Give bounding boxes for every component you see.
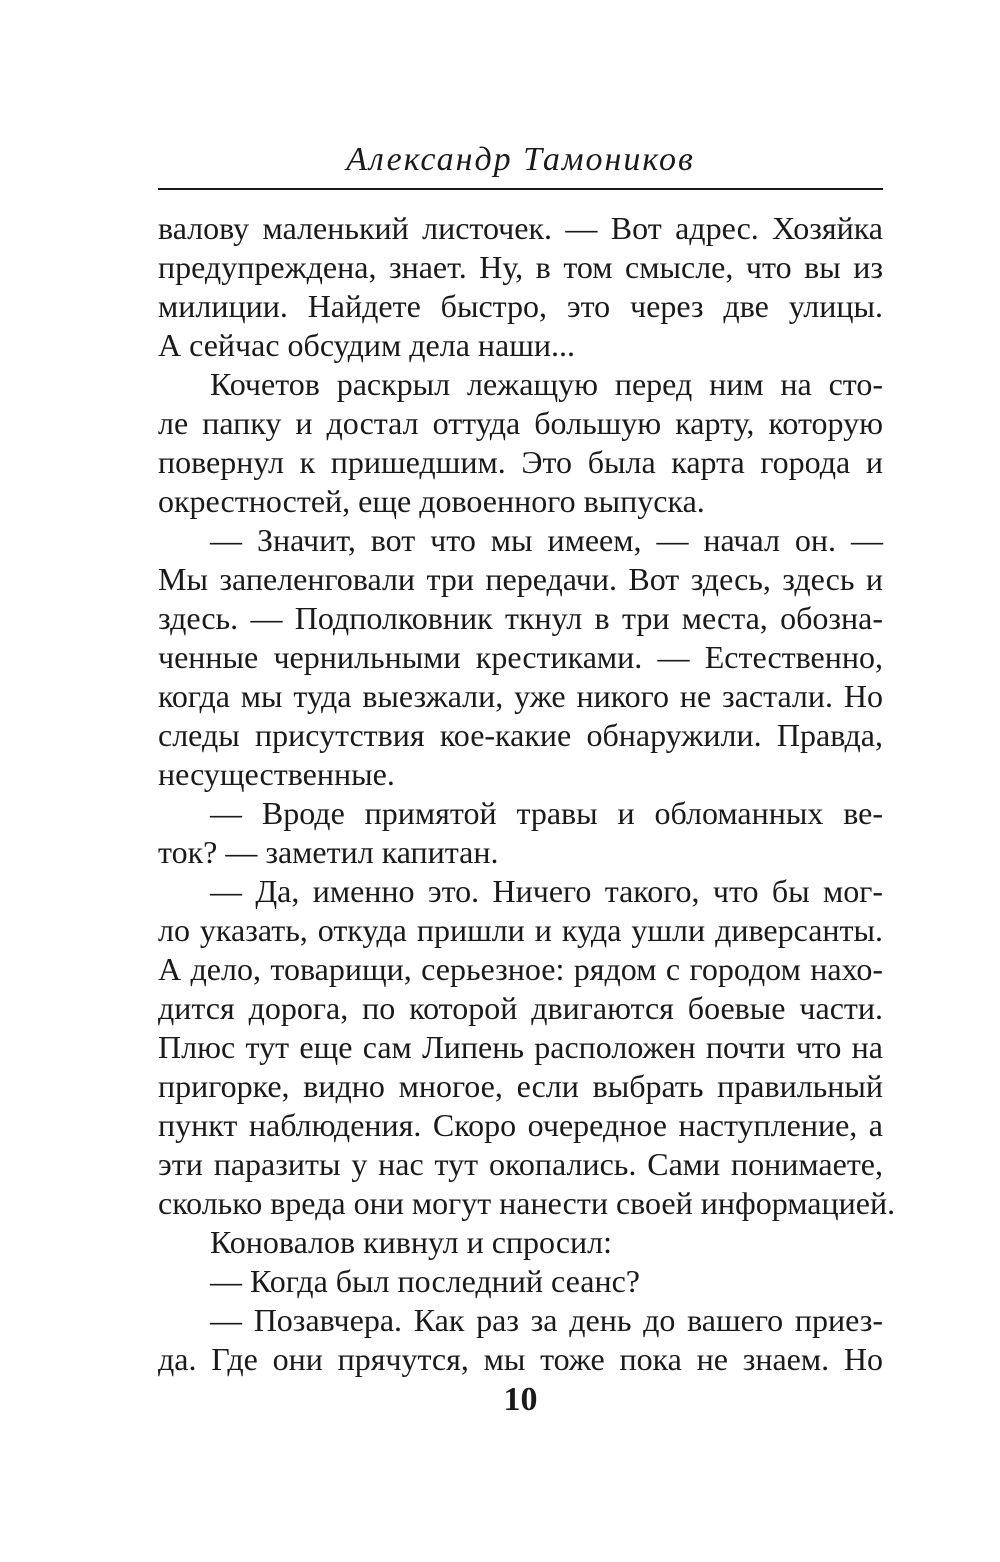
text-line: Плюс тут еще сам Липень расположен почти что на xyxy=(158,1029,883,1065)
text-line: — Позавчера. Как раз за день до вашего приез- xyxy=(210,1302,883,1338)
text-line: предупреждена, знает. Ну, в том смысле, что вы из xyxy=(158,249,883,285)
text-line: эти паразиты у нас тут окопались. Сами понимаете, xyxy=(158,1146,883,1182)
text-line: сколько вреда они могут нанести своей информацией. xyxy=(158,1185,896,1221)
running-head: Александр Тамоников xyxy=(346,141,695,178)
text-line: валову маленький листочек. — Вот адрес. Хозяйка xyxy=(158,210,883,246)
text-line: А дело, товарищи, серьезное: рядом с городом нахо- xyxy=(158,951,883,987)
text-line: — Вроде примятой травы и обломанных ве- xyxy=(210,795,883,831)
text-line: Мы запеленговали три передачи. Вот здесь, здесь и xyxy=(158,561,883,597)
text-line: повернул к пришедшим. Это была карта города и xyxy=(158,444,883,480)
text-line: Коновалов кивнул и спросил: xyxy=(210,1224,613,1260)
text-line: ле папку и достал оттуда большую карту, которую xyxy=(158,405,883,441)
text-line: А сейчас обсудим дела наши... xyxy=(158,327,575,363)
text-line: пригорке, видно многое, если выбрать правильный xyxy=(158,1068,883,1104)
text-line: ло указать, откуда пришли и куда ушли диверсанты. xyxy=(158,912,883,948)
header-rule xyxy=(158,188,883,190)
text-line: следы присутствия кое-какие обнаружили. Правда, xyxy=(158,717,883,753)
text-line: да. Где они прячутся, мы тоже пока не знаем. Но xyxy=(158,1341,883,1377)
text-line: ток? — заметил капитан. xyxy=(158,834,499,870)
text-line: ченные чернильными крестиками. — Естественно, xyxy=(158,639,883,675)
text-line: когда мы туда выезжали, уже никого не застали. Но xyxy=(158,678,883,714)
text-line: окрестностей, еще довоенного выпуска. xyxy=(158,483,705,519)
text-line: — Значит, вот что мы имеем, — начал он. — xyxy=(210,522,883,558)
text-line: Кочетов раскрыл лежащую перед ним на сто- xyxy=(210,366,883,402)
text-line: — Да, именно это. Ничего такого, что бы мог- xyxy=(210,873,883,909)
text-line: пункт наблюдения. Скоро очередное наступление, а xyxy=(158,1107,883,1143)
text-line: дится дорога, по которой двигаются боевые части. xyxy=(158,990,883,1026)
text-line: несущественные. xyxy=(158,756,395,792)
text-line: здесь. — Подполковник ткнул в три места, обозна- xyxy=(158,600,883,636)
text-line: милиции. Найдете быстро, это через две улицы. xyxy=(158,288,883,324)
text-line: — Когда был последний сеанс? xyxy=(210,1263,640,1299)
page-number: 10 xyxy=(503,1381,538,1418)
body-text xyxy=(158,209,896,1379)
